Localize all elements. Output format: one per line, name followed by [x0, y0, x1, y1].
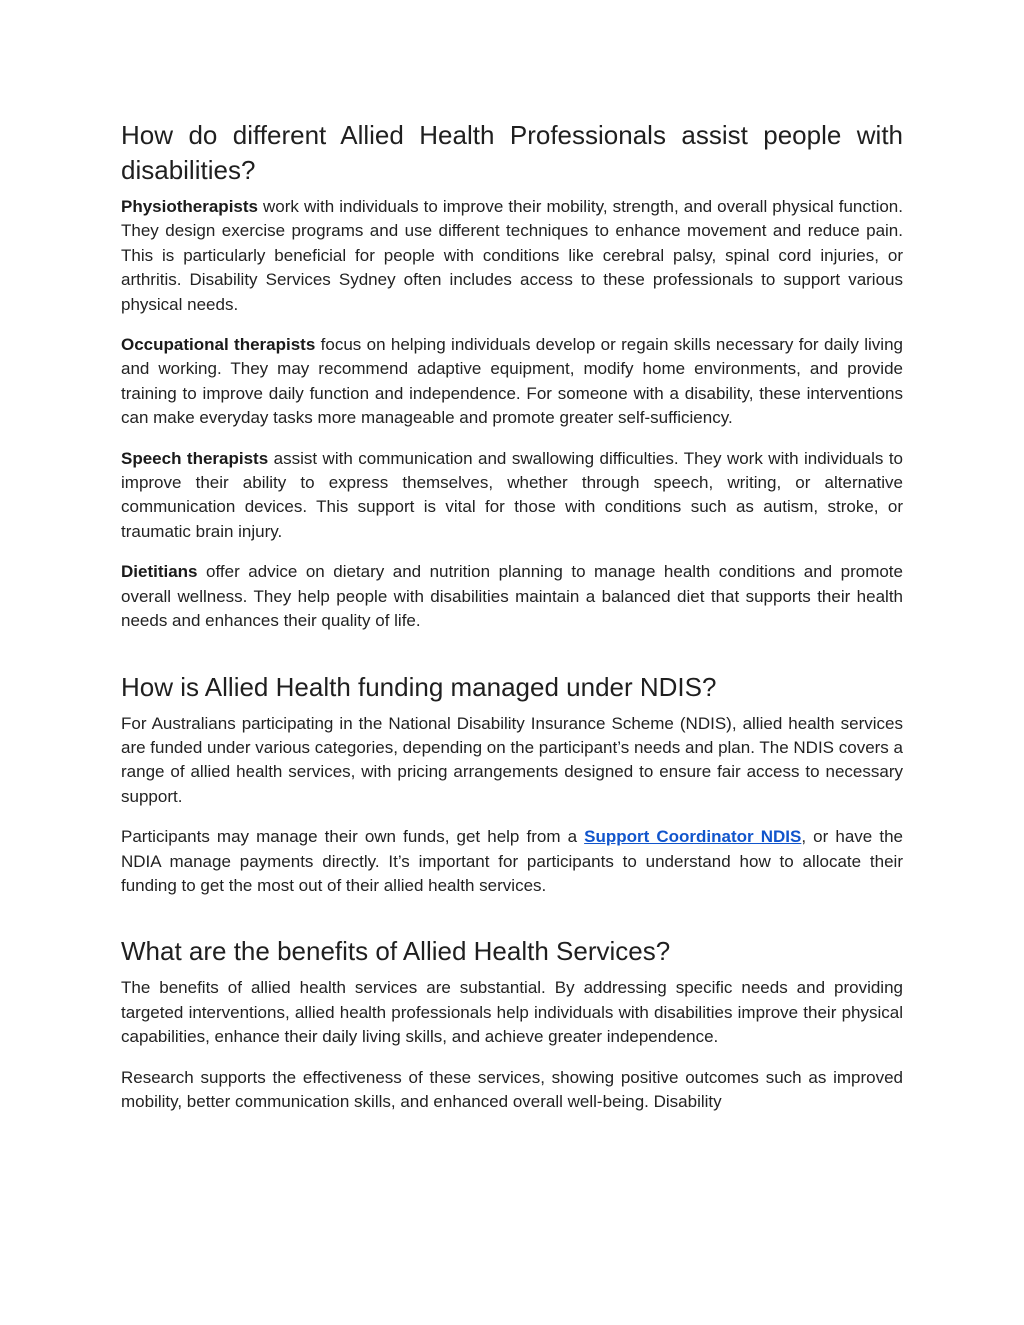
term-dietitians: Dietitians: [121, 562, 198, 582]
section-spacer: [121, 650, 903, 670]
paragraph-text: focus on helping individuals develop or regain skills necessary for daily living and working. They may recommend adaptive equipment, modify home environments, and provide training to improve daily function and independence. For someone with a disability, these interventions can make everyday tasks more manageable and promote greater self-sufficiency.: [121, 335, 903, 428]
paragraph-ndis-overview: For Australians participating in the National Disability Insurance Scheme (NDIS), allied health services are funded under various categories, depending on the participant’s needs and plan. The NDIS covers a range of allied health services, with pricing arrangements designed to ensure fair access to necessary support.: [121, 713, 903, 806]
paragraph-occupational-therapists: [121, 333, 903, 431]
paragraph-text: , or have the NDIA manage payments directly. It’s important for participants to understand how to allocate their funding to get the most out of their allied health services.: [121, 827, 903, 895]
paragraph-physiotherapists: [121, 195, 903, 317]
paragraph-benefits-overview: The benefits of allied health services are substantial. By addressing specific needs and providing targeted interventions, allied health professionals help individuals with disabilities improve their physical capabilities, enhance their daily living skills, and achieve greater independence.: [121, 978, 903, 1047]
paragraph-research: Research supports the effectiveness of these services, showing positive outcomes such as improved mobility, better communication skills, and enhanced overall well-being. Disability: [121, 1067, 903, 1111]
term-occupational-therapists: Occupational therapists: [121, 335, 316, 355]
heading-ndis-funding: How is Allied Health funding managed under NDIS?: [121, 671, 717, 702]
paragraph-manage-funds: [121, 825, 903, 898]
term-speech-therapists: Speech therapists: [121, 448, 269, 468]
document-page: [121, 118, 903, 1130]
term-physiotherapists: Physiotherapists: [121, 197, 258, 216]
paragraph-text: offer advice on dietary and nutrition planning to manage health conditions and promote overall wellness. They help people with disabilities maintain a balanced diet that supports their health needs and enhances their quality of life.: [121, 562, 903, 631]
section-spacer: [121, 914, 903, 934]
paragraph-speech-therapists: [121, 447, 903, 545]
heading-benefits: What are the benefits of Allied Health Services?: [121, 936, 671, 967]
paragraph-text: work with individuals to improve their mobility, strength, and overall physical function. They design exercise programs and use different techniques to enhance movement and reduce pain. This is particularly beneficial for people with conditions like cerebral palsy, spinal cord injuries, or arthritis. Disability Services Sydney often includes access to these professionals to support various physical needs.: [121, 197, 903, 314]
paragraph-dietitians: [121, 560, 903, 633]
paragraph-text: Participants may manage their own funds, get help from a: [121, 827, 585, 847]
heading-allied-health-professionals: How do different Allied Health Professionals assist people with disabilities?: [121, 120, 903, 185]
paragraph-text: assist with communication and swallowing difficulties. They work with individuals to improve their ability to express themselves, whether through speech, writing, or alternative communication devices. This support is vital for those with conditions such as autism, stroke, or traumatic brain injury.: [121, 448, 903, 541]
support-coordinator-ndis-link[interactable]: Support Coordinator NDIS: [584, 827, 802, 847]
